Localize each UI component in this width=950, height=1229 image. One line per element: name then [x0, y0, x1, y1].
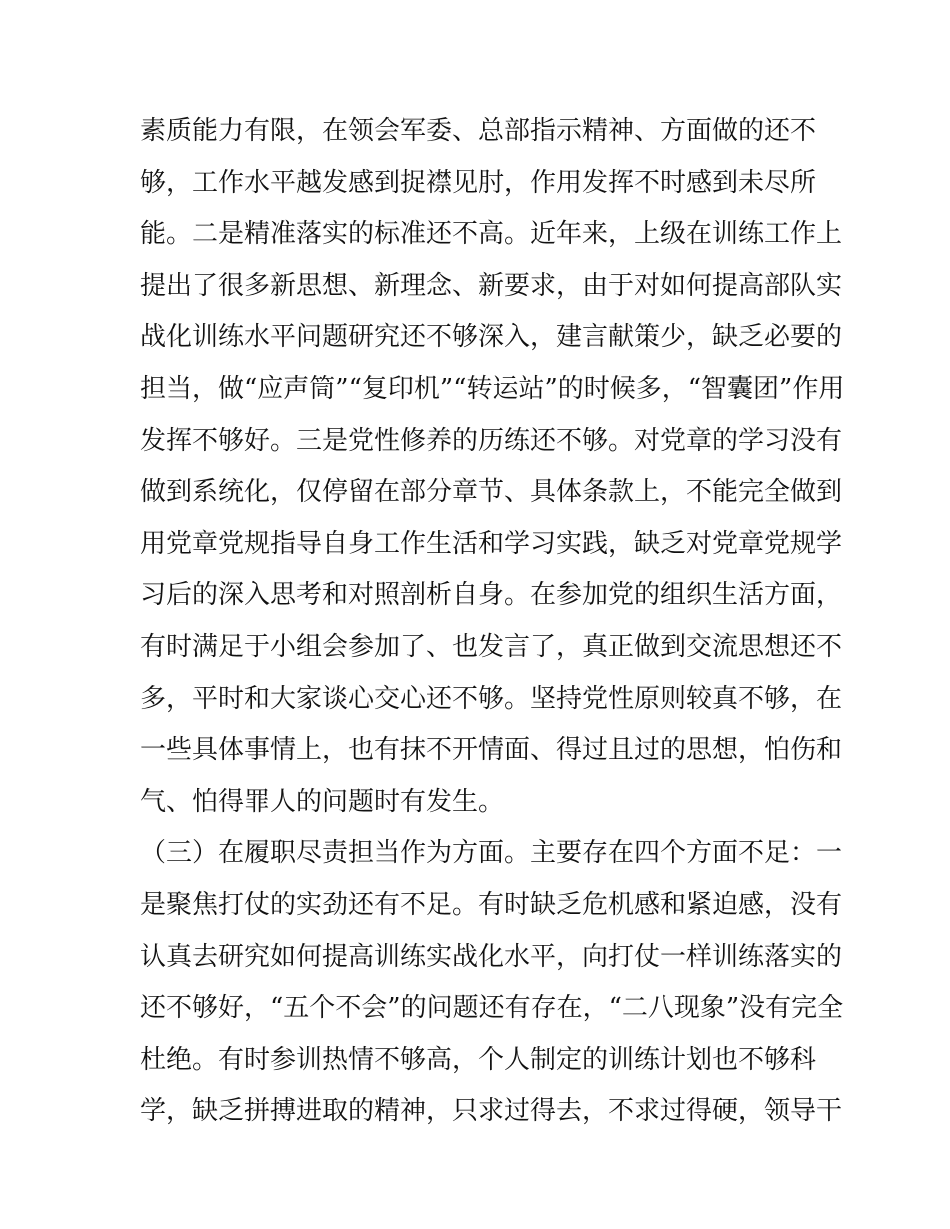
text-line: 多，平时和大家谈心交心还不够。坚持党性原则较真不够，在: [140, 683, 843, 714]
text-line: 认真去研究如何提高训练实战化水平，向打仗一样训练落实的: [140, 941, 843, 972]
text-line: 杜绝。有时参训热情不够高，个人制定的训练计划也不够科: [140, 1044, 817, 1075]
text-line: 素质能力有限，在领会军委、总部指示精神、方面做的还不: [140, 116, 817, 146]
body-text: [140, 106, 845, 1138]
text-line: 用党章党规指导自身工作生活和学习实践，缺乏对党章党规学: [140, 528, 843, 559]
text-line: 一些具体事情上，也有抹不开情面、得过且过的思想，怕伤和: [140, 735, 843, 766]
text-line: 有时满足于小组会参加了、也发言了，真正做到交流思想还不: [140, 631, 843, 662]
section-heading-line: （三）在履职尽责担当作为方面。主要存在四个方面不足：一: [140, 838, 843, 869]
text-line: 能。二是精准落实的标准还不高。近年来，上级在训练工作上: [140, 219, 843, 250]
text-line: 发挥不够好。三是党性修养的历练还不够。对党章的学习没有: [140, 425, 843, 456]
text-line: 提出了很多新思想、新理念、新要求，由于对如何提高部队实: [140, 270, 843, 301]
text-line: 学，缺乏拼搏进取的精神，只求过得去，不求过得硬，领导干: [140, 1096, 843, 1127]
text-line: 担当，做“应声筒”“复印机”“转运站”的时候多，“智囊团”作用: [140, 373, 845, 404]
text-line: 还不够好，“五个不会”的问题还有存在，“二八现象”没有完全: [140, 993, 844, 1024]
text-line: 够，工作水平越发感到捉襟见肘，作用发挥不时感到未尽所: [140, 167, 817, 198]
text-line: 战化训练水平问题研究还不够深入，建言献策少，缺乏必要的: [140, 322, 843, 353]
text-line: 气、怕得罪人的问题时有发生。: [140, 786, 505, 817]
text-line: 习后的深入思考和对照剖析自身。在参加党的组织生活方面，: [140, 580, 843, 611]
text-line: 是聚焦打仗的实劲还有不足。有时缺乏危机感和紧迫感，没有: [140, 889, 843, 920]
text-line: 做到系统化，仅停留在部分章节、具体条款上，不能完全做到: [140, 477, 843, 508]
